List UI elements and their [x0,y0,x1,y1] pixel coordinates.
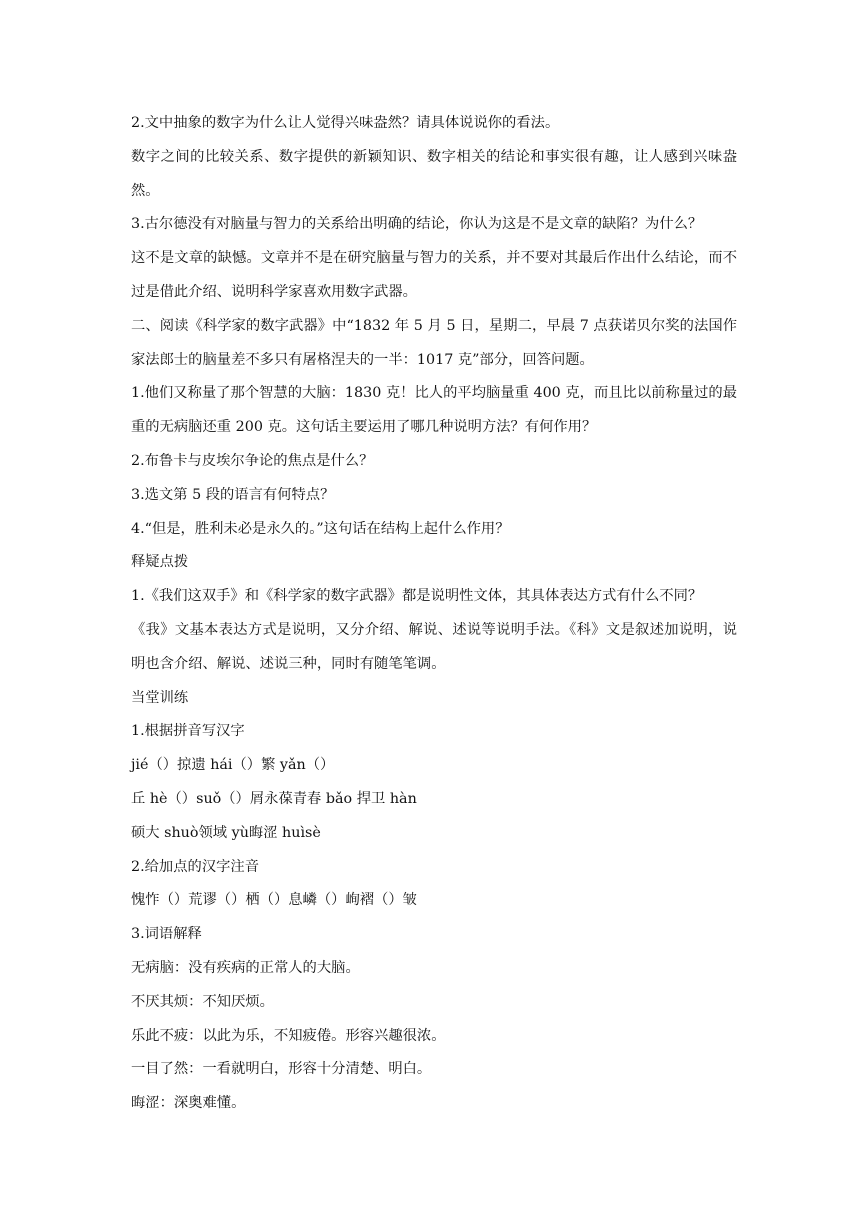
clarification-question-1: 1.《我们这双手》和《科学家的数字武器》都是说明性文体，其具体表达方式有什么不同？ [131,588,703,605]
clarification-heading: 释疑点拨 [131,554,189,571]
pinyin-line-1: jié（）掠遗 hái（）繁 yǎn（） [131,757,335,774]
definition-5: 晦涩：深奥难懂。 [131,1095,246,1112]
definition-2: 不厌其烦：不知厌烦。 [131,993,274,1010]
section-2-question-2: 2.布鲁卡与皮埃尔争论的焦点是什么？ [131,452,374,469]
section-2-heading: 二、阅读《科学家的数字武器》中“1832 年 5 月 5 日，星期二，早晨 7 点获诺贝尔奖的法国作家法郎士的脑量差不多只有屠格涅夫的一半：1017 克”部分，回答问题。 [131,317,737,368]
clarification-answer-1: 《我》文基本表达方式是说明，又分介绍、解说、述说等说明手法。《科》文是叙述加说明，说明也含介绍、解说、述说三种，同时有随笔笔调。 [131,621,737,672]
definition-4: 一目了然：一看就明白，形容十分清楚、明白。 [131,1061,432,1078]
answer-3: 这不是文章的缺憾。文章并不是在研究脑量与智力的关系，并不要对其最后作出什么结论，而不过是借此介绍、说明科学家喜欢用数字武器。 [131,250,737,300]
pinyin-line-2: 丘 hè（）suǒ（）屑永葆青春 bǎo 捍卫 hàn [131,790,417,807]
definition-1: 无病脑：没有疾病的正常人的大脑。 [131,959,360,976]
section-2-question-1: 1.他们又称量了那个智慧的大脑：1830 克！比人的平均脑量重 400 克，而且比以前称量过的最重的无病脑还重 200 克。这句话主要运用了哪几种说明方法？有何作用？ [131,385,737,436]
answer-2: 数字之间的比较关系、数字提供的新颖知识、数字相关的结论和事实很有趣，让人感到兴味盎然。 [131,148,737,199]
section-2-question-3: 3.选文第 5 段的语言有何特点？ [131,486,335,503]
practice-task-3: 3.词语解释 [131,926,202,943]
practice-task-2: 2.给加点的汉字注音 [131,858,260,875]
phonetic-line: 愧怍（）荒谬（）栖（）息嶙（）峋褶（）皱 [131,892,417,909]
definition-3: 乐此不疲：以此为乐，不知疲倦。形容兴趣很浓。 [131,1027,446,1044]
practice-task-1: 1.根据拼音写汉字 [131,723,245,740]
document-body [131,107,737,1121]
practice-heading: 当堂训练 [131,689,189,706]
pinyin-line-3: 硕大 shuò领域 yù晦涩 huìsè [131,824,321,841]
section-2-question-4: 4.“但是，胜利未必是永久的。”这句话在结构上起什么作用？ [131,520,510,537]
question-2: 2.文中抽象的数字为什么让人觉得兴味盎然？请具体说说你的看法。 [131,115,560,131]
question-3: 3.古尔德没有对脑量与智力的关系给出明确的结论，你认为这是不是文章的缺陷？为什么？ [131,216,703,233]
